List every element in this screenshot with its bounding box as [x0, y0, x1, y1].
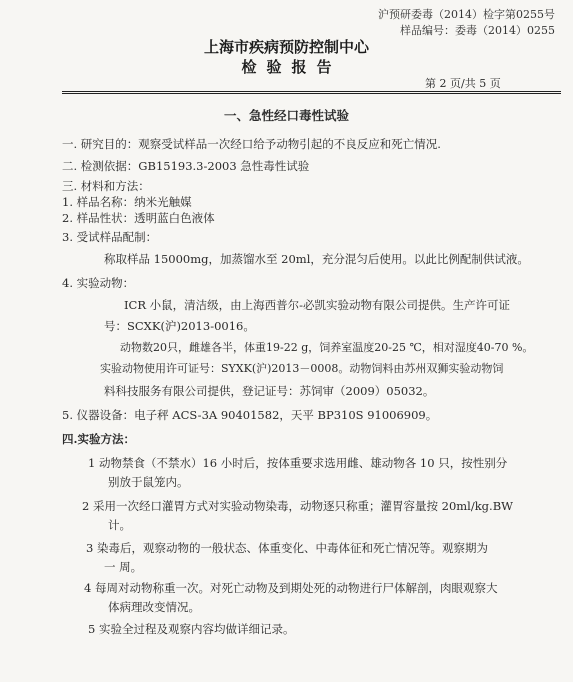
method-4b: 体病理改变情况。	[108, 600, 200, 614]
research-purpose: 一. 研究目的：观察受试样品一次经口给予动物引起的不良反应和死亡情况.	[62, 137, 441, 151]
animals-text-2: 号：SCXK(沪)2013-0016。	[104, 319, 255, 333]
sample-appearance: 2. 样品性状：透明蓝白色液体	[62, 211, 215, 225]
method-2b: 计。	[108, 518, 131, 532]
document-title: 检验报告	[241, 58, 342, 76]
method-2a: 2 采用一次经口灌胃方式对实验动物染毒，动物逐只称重；灌胃容量按 20ml/kg.BW	[82, 499, 513, 513]
header-rule-secondary	[62, 93, 561, 94]
animals-text-5: 料科技服务有限公司提供，登记证号：苏饲审（2009）05032。	[104, 384, 435, 398]
animals-text-1: ICR 小鼠，清洁级，由上海西普尔-必凯实验动物有限公司提供。生产许可证	[124, 298, 511, 312]
sample-prep-text: 称取样品 15000mg，加蒸馏水至 20ml，充分混匀后使用。以此比例配制供试液。	[104, 252, 529, 266]
page-indicator: 第 2 页/共 5 页	[425, 77, 501, 90]
method-1b: 别放于鼠笼内。	[108, 475, 189, 489]
methods-heading: 四.实验方法：	[62, 432, 136, 446]
materials-heading: 三. 材料和方法：	[62, 179, 150, 193]
report-number: 沪预研委毒（2014）检字第0255号	[378, 8, 555, 21]
organization-title: 上海市疾病预防控制中心	[203, 38, 369, 56]
method-5: 5 实验全过程及观察内容均做详细记录。	[88, 622, 295, 636]
sample-prep-heading: 3. 受试样品配制：	[62, 230, 158, 244]
method-3b: 一 周。	[104, 560, 143, 574]
animals-text-4: 实验动物使用许可证号：SYXK(沪)2013－0008。动物饲料由苏州双狮实验动物饲	[100, 362, 504, 375]
method-4a: 4 每周对动物称重一次。对死亡动物及到期处死的动物进行尸体解剖，肉眼观察大	[84, 581, 498, 595]
test-basis: 二. 检测依据：GB15193.3-2003 急性毒性试验	[62, 159, 310, 173]
method-3a: 3 染毒后，观察动物的一般状态、体重变化、中毒体征和死亡情况等。观察期为	[86, 541, 488, 555]
sample-name: 1. 样品名称：纳米光触媒	[62, 195, 192, 209]
animals-text-3: 动物数20只，雌雄各半，体重19-22 g，饲养室温度20-25 ℃，相对湿度40-70 %。	[120, 341, 534, 354]
header-rule	[62, 91, 561, 92]
section-title: 一、急性经口毒性试验	[223, 108, 349, 123]
method-1a: 1 动物禁食（不禁水）16 小时后，按体重要求选用雌、雄动物各 10 只，按性别分	[88, 456, 508, 470]
animals-heading: 4. 实验动物：	[62, 276, 135, 290]
equipment: 5. 仪器设备：电子秤 ACS-3A 90401582，天平 BP310S 91006909。	[62, 408, 438, 422]
sample-number: 样品编号：委毒（2014）0255	[400, 24, 555, 37]
